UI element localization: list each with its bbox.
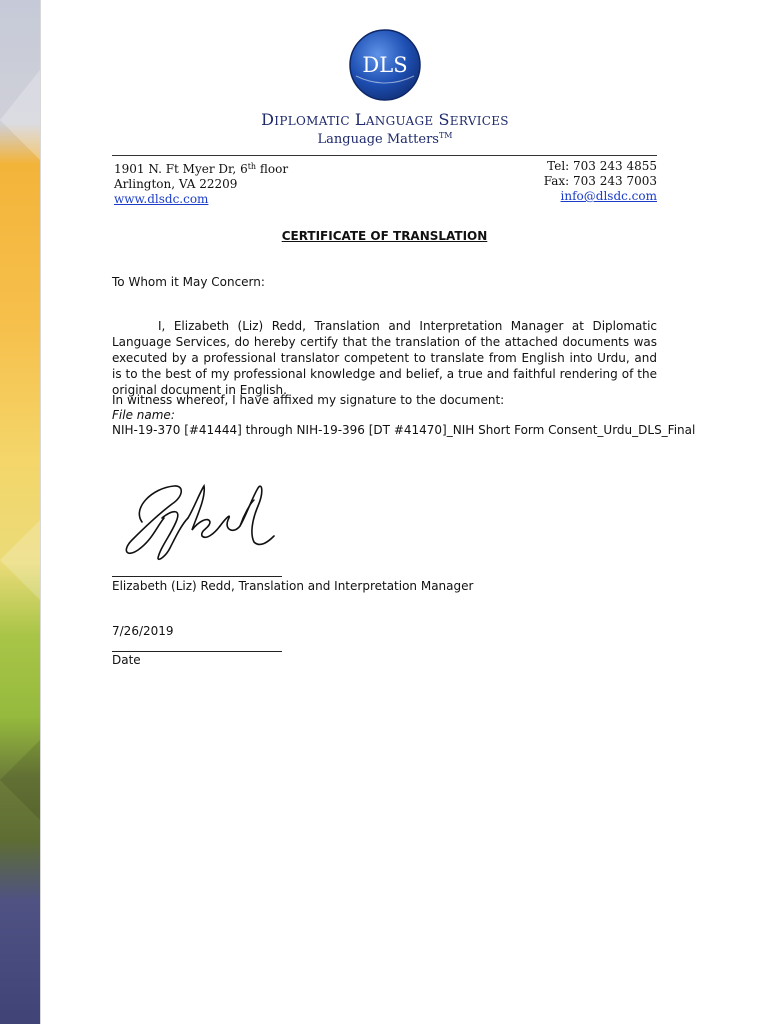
- contact-info: [544, 159, 657, 204]
- address-line-2: Arlington, VA 22209: [114, 177, 238, 191]
- address-line-1: 1901 N. Ft Myer Dr, 6th floor: [114, 162, 289, 176]
- telephone: Tel: 703 243 4855: [547, 159, 657, 173]
- certification-statement: I, Elizabeth (Liz) Redd, Translation and Interpretation Manager at Diplomatic Language Services, do hereby certify that the translation of the attached documents was executed by a professional translator competent to translate from English into Urdu, and is to the best of my professional knowledge and belief, a true and faithful rendering of the original document in English.: [112, 319, 657, 397]
- fax: Fax: 703 243 7003: [543, 174, 657, 188]
- svg-text:DLS: DLS: [362, 53, 408, 77]
- decorative-color-stripe: [0, 0, 40, 1024]
- office-address: [114, 159, 288, 207]
- company-tagline: Language Matters™: [317, 131, 453, 147]
- signer-name-title: Elizabeth (Liz) Redd, Translation and Interpretation Manager: [112, 579, 474, 593]
- email-link[interactable]: info@dlsdc.com: [560, 189, 657, 203]
- company-name: DIPLOMATIC LANGUAGE SERVICES: [261, 110, 509, 129]
- header-divider: [112, 155, 657, 156]
- handwritten-signature: [112, 478, 282, 564]
- dls-logo: [348, 28, 422, 102]
- stripe-divider: [40, 0, 41, 1024]
- salutation: To Whom it May Concern:: [112, 275, 265, 289]
- file-name-value: NIH-19-370 [#41444] through NIH-19-396 [DT #41470]_NIH Short Form Consent_Urdu_DLS_Final: [112, 423, 696, 437]
- certificate-date: 7/26/2019: [112, 624, 174, 638]
- website-link[interactable]: www.dlsdc.com: [114, 192, 209, 206]
- trademark-mark: TM: [438, 131, 453, 140]
- certificate-title: CERTIFICATE OF TRANSLATION: [281, 229, 488, 243]
- signature-line: [112, 576, 282, 577]
- file-name-label: File name:: [112, 408, 175, 422]
- date-label: Date: [112, 653, 141, 667]
- witness-statement: In witness whereof, I have affixed my signature to the document:: [112, 393, 505, 407]
